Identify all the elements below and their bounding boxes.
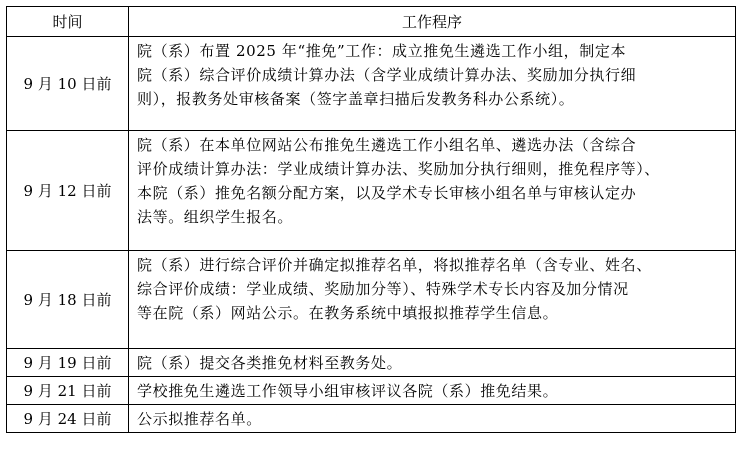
table-row xyxy=(7,251,736,349)
header-procedure: 工作程序 xyxy=(129,7,736,37)
row-time: 9 月 24 日前 xyxy=(7,405,129,433)
row-time: 9 月 10 日前 xyxy=(7,37,129,131)
row-procedure xyxy=(129,131,736,251)
table-row xyxy=(7,377,736,405)
procedure-line: 等在院（系）网站公示。在教务系统中填报拟推荐学生信息。 xyxy=(137,304,559,322)
procedure-line: 院（系）综合评价成绩计算办法（含学业成绩计算办法、奖励加分执行细 xyxy=(137,66,637,84)
row-time: 9 月 18 日前 xyxy=(7,251,129,349)
row-time: 9 月 21 日前 xyxy=(7,377,129,405)
procedure-line: 院（系）在本单位网站公布推免生遴选工作小组名单、遴选办法（含综合 xyxy=(137,136,637,154)
procedure-line: 法等。组织学生报名。 xyxy=(137,208,294,226)
table-row xyxy=(7,37,736,131)
procedure-line: 院（系）进行综合评价并确定拟推荐名单，将拟推荐名单（含专业、姓名、 xyxy=(137,256,652,274)
schedule-table xyxy=(6,6,736,433)
row-time: 9 月 19 日前 xyxy=(7,349,129,377)
procedure-line: 本院（系）推免名额分配方案，以及学术专长审核小组名单与审核认定办 xyxy=(137,184,637,202)
procedure-line: 则），报教务处审核备案（签字盖章扫描后发教务科办公系统）。 xyxy=(137,90,575,108)
procedure-line: 评价成绩计算办法：学业成绩计算办法、奖励加分执行细则，推免程序等）、 xyxy=(137,160,660,178)
procedure-line: 综合评价成绩：学业成绩、奖励加分等）、特殊学术专长内容及加分情况 xyxy=(137,280,629,298)
row-procedure xyxy=(129,37,736,131)
header-time: 时间 xyxy=(7,7,129,37)
row-procedure xyxy=(129,349,736,377)
header-row xyxy=(7,7,736,37)
procedure-line: 院（系）提交各类推免材料至教务处。 xyxy=(137,353,403,372)
table-row xyxy=(7,405,736,433)
table-row xyxy=(7,131,736,251)
procedure-line: 学校推免生遴选工作领导小组审核评议各院（系）推免结果。 xyxy=(137,381,559,400)
table-row xyxy=(7,349,736,377)
procedure-line: 公示拟推荐名单。 xyxy=(137,409,262,428)
row-procedure xyxy=(129,377,736,405)
procedure-line: 院（系）布置 2025 年“推免”工作：成立推免生遴选工作小组，制定本 xyxy=(137,42,627,60)
row-time: 9 月 12 日前 xyxy=(7,131,129,251)
row-procedure xyxy=(129,405,736,433)
row-procedure xyxy=(129,251,736,349)
